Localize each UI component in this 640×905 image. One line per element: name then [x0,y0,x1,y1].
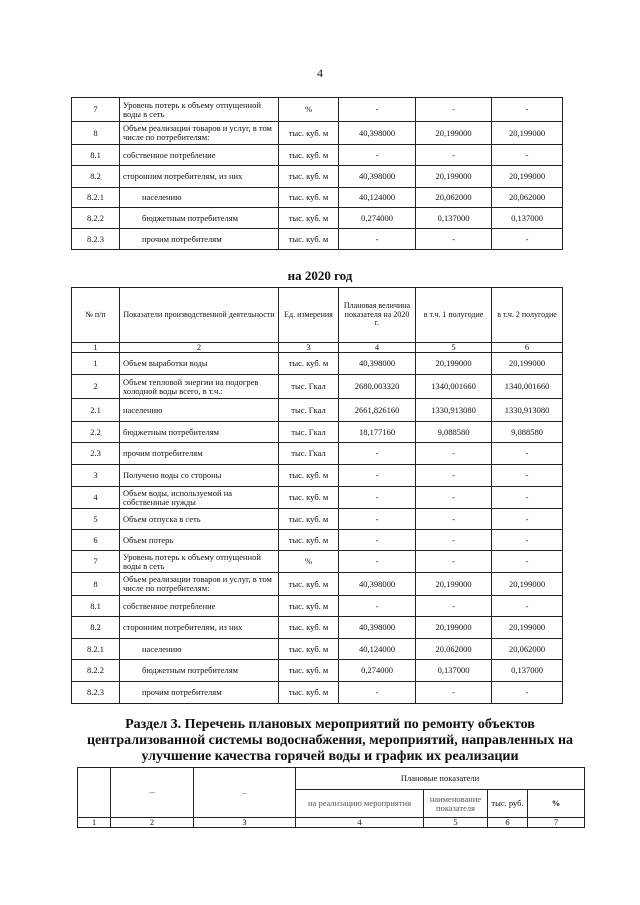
row-plan-value: - [339,530,416,551]
row-indicator-name: Получено воды со стороны [120,465,279,487]
row-number: 2.2 [72,422,120,443]
row-first-half-value: - [416,229,492,250]
row-number: 8 [72,122,120,145]
row-indicator-name: Уровень потерь к объему отпущенной воды в сеть [120,98,279,122]
row-unit: тыс. куб. м [279,509,339,530]
row-number: 7 [72,98,120,122]
row-unit: тыс. куб. м [279,487,339,509]
row-second-half-value: - [492,487,563,509]
row-second-half-value: - [492,509,563,530]
col2-header: -- [111,768,194,818]
row-plan-value: 40,398000 [339,573,416,596]
row-indicator-name: собственное потребление [120,145,279,166]
row-unit: тыс. куб. м [279,639,339,660]
table-row [72,229,563,250]
column-number: 3 [194,818,296,828]
row-plan-value: - [339,443,416,465]
row-plan-value: 40,124000 [339,639,416,660]
row-number: 8.2 [72,166,120,188]
col5-header: наименование показателя [424,790,488,818]
header-h1: в т.ч. 1 полугодие [416,288,492,343]
col6-header: тыс. руб. [488,790,528,818]
row-unit: тыс. куб. м [279,682,339,704]
row-first-half-value: 20,062000 [416,639,492,660]
table-row [72,208,563,229]
row-unit: тыс. куб. м [279,166,339,188]
row-indicator-name: сторонним потребителям, из них [120,166,279,188]
row-second-half-value: 0,137000 [492,660,563,682]
row-second-half-value: 20,199000 [492,166,563,188]
row-number: 8 [72,573,120,596]
row-second-half-value: 9,088580 [492,422,563,443]
row-plan-value: 2680,003320 [339,375,416,399]
row-number: 2 [72,375,120,399]
row-indicator-name: Объем реализации товаров и услуг, в том числе по потребителям: [120,122,279,145]
row-indicator-name: населению [120,639,279,660]
row-unit: тыс. куб. м [279,660,339,682]
row-number: 8.2.2 [72,660,120,682]
row-first-half-value: 20,062000 [416,188,492,208]
row-indicator-name: населению [120,399,279,422]
row-indicator-name: населению [120,188,279,208]
table-row [72,660,563,682]
header-h2: в т.ч. 2 полугодие [492,288,563,343]
row-first-half-value: - [416,98,492,122]
column-number: 5 [424,818,488,828]
table-row [72,639,563,660]
production-table-2020 [71,287,563,704]
row-number: 8.2.3 [72,682,120,704]
row-plan-value: - [339,596,416,617]
column-number: 1 [78,818,111,828]
production-table-continued [71,97,563,250]
header-plan: Плановая величина показателя на 2020 г. [339,288,416,343]
row-first-half-value: 20,199000 [416,353,492,375]
row-unit: тыс. куб. м [279,596,339,617]
row-indicator-name: бюджетным потребителям [120,208,279,229]
row-indicator-name: Объем тепловой энергии на подогрев холодной воды всего, в т.ч.: [120,375,279,399]
row-second-half-value: 20,199000 [492,353,563,375]
section-3-title: Раздел 3. Перечень плановых мероприятий по ремонту объектов централизованной системы водоснабжения, мероприятий, направленных на улучшение качества горячей воды и график их реализации [86,717,574,764]
row-second-half-value: 20,062000 [492,188,563,208]
row-unit: % [279,551,339,573]
row-second-half-value: - [492,98,563,122]
row-second-half-value: - [492,229,563,250]
row-first-half-value: - [416,443,492,465]
row-unit: тыс. куб. м [279,229,339,250]
row-second-half-value: 1340,001660 [492,375,563,399]
table-row [72,509,563,530]
col1-header [78,768,111,818]
table-row [72,145,563,166]
table-row [72,682,563,704]
row-number: 8.1 [72,596,120,617]
row-unit: тыс. куб. м [279,145,339,166]
row-plan-value: 2661,826160 [339,399,416,422]
row-first-half-value: - [416,551,492,573]
row-plan-value: 0,274000 [339,208,416,229]
row-indicator-name: прочим потребителям [120,229,279,250]
row-number: 5 [72,509,120,530]
table-row [72,487,563,509]
row-indicator-name: Объем выработки воды [120,353,279,375]
row-first-half-value: 1340,001660 [416,375,492,399]
header-num: № п/п [72,288,120,343]
row-indicator-name: прочим потребителям [120,443,279,465]
row-number: 6 [72,530,120,551]
row-plan-value: 40,398000 [339,353,416,375]
column-number: 4 [296,818,424,828]
row-plan-value: 40,398000 [339,122,416,145]
table-row [72,422,563,443]
row-second-half-value: 20,199000 [492,122,563,145]
row-first-half-value: - [416,682,492,704]
row-plan-value: - [339,509,416,530]
row-number: 7 [72,551,120,573]
row-indicator-name: Объем потерь [120,530,279,551]
row-unit: тыс. куб. м [279,208,339,229]
row-unit: тыс. куб. м [279,465,339,487]
table-row [72,188,563,208]
table-row [72,122,563,145]
row-first-half-value: - [416,465,492,487]
table-row [72,98,563,122]
row-plan-value: - [339,465,416,487]
row-first-half-value: - [416,145,492,166]
row-second-half-value: - [492,530,563,551]
table-row [72,443,563,465]
row-number: 8.2.1 [72,639,120,660]
row-second-half-value: - [492,682,563,704]
repair-measures-table [77,767,585,828]
column-number: 5 [416,343,492,353]
row-indicator-name: собственное потребление [120,596,279,617]
row-number: 8.2 [72,617,120,639]
column-number: 1 [72,343,120,353]
row-first-half-value: - [416,530,492,551]
row-second-half-value: 0,137000 [492,208,563,229]
row-first-half-value: 9,088580 [416,422,492,443]
row-indicator-name: прочим потребителям [120,682,279,704]
table-row [72,573,563,596]
row-first-half-value: - [416,487,492,509]
year-subtitle: на 2020 год [287,268,353,283]
row-second-half-value: 20,199000 [492,573,563,596]
row-second-half-value: 20,199000 [492,617,563,639]
column-number: 4 [339,343,416,353]
row-number: 8.1 [72,145,120,166]
row-unit: тыс. куб. м [279,122,339,145]
row-unit: тыс. куб. м [279,573,339,596]
row-indicator-name: Объем реализации товаров и услуг, в том числе по потребителям: [120,573,279,596]
row-first-half-value: 20,199000 [416,573,492,596]
table-row [72,465,563,487]
column-number: 2 [120,343,279,353]
row-plan-value: - [339,551,416,573]
plan-indicators-header: Плановые показатели [296,768,585,790]
table-row [72,375,563,399]
row-second-half-value: - [492,145,563,166]
row-second-half-value: - [492,465,563,487]
row-indicator-name: бюджетным потребителям [120,422,279,443]
row-plan-value: 40,398000 [339,617,416,639]
row-plan-value: - [339,98,416,122]
row-number: 1 [72,353,120,375]
row-second-half-value: - [492,596,563,617]
header-unit: Ед. измерения [279,288,339,343]
row-first-half-value: 20,199000 [416,122,492,145]
row-second-half-value: 1330,913080 [492,399,563,422]
column-number: 2 [111,818,194,828]
row-unit: тыс. Гкал [279,422,339,443]
row-number: 3 [72,465,120,487]
col4-header: на реализацию мероприятия [296,790,424,818]
row-plan-value: - [339,682,416,704]
row-plan-value: 40,398000 [339,166,416,188]
row-first-half-value: 20,199000 [416,617,492,639]
row-plan-value: 0,274000 [339,660,416,682]
table-row [72,353,563,375]
row-plan-value: 18,177160 [339,422,416,443]
row-unit: тыс. Гкал [279,443,339,465]
row-first-half-value: 1330,913080 [416,399,492,422]
row-first-half-value: 0,137000 [416,208,492,229]
row-unit: тыс. куб. м [279,353,339,375]
row-first-half-value: 0,137000 [416,660,492,682]
row-number: 8.2.2 [72,208,120,229]
table-row [72,166,563,188]
col3-header: – [194,768,296,818]
column-number-row [72,343,563,353]
row-indicator-name: Объем воды, используемой на собственные нужды [120,487,279,509]
table-row [72,551,563,573]
row-first-half-value: 20,199000 [416,166,492,188]
row-plan-value: - [339,229,416,250]
table-row [72,617,563,639]
row-number: 2.3 [72,443,120,465]
column-number: 7 [528,818,585,828]
row-plan-value: 40,124000 [339,188,416,208]
row-unit: тыс. куб. м [279,617,339,639]
table-row [72,596,563,617]
row-indicator-name: сторонним потребителям, из них [120,617,279,639]
row-indicator-name: Уровень потерь к объему отпущенной воды в сеть [120,551,279,573]
table-row [72,530,563,551]
row-second-half-value: - [492,551,563,573]
header-name: Показатели производственной деятельности [120,288,279,343]
row-number: 4 [72,487,120,509]
table-row [72,399,563,422]
column-number: 6 [488,818,528,828]
row-plan-value: - [339,145,416,166]
page-number: 4 [317,66,323,80]
row-unit: тыс. куб. м [279,188,339,208]
row-second-half-value: - [492,443,563,465]
column-number: 3 [279,343,339,353]
row-indicator-name: Объем отпуска в сеть [120,509,279,530]
row-indicator-name: бюджетным потребителям [120,660,279,682]
col7-header: % [528,790,585,818]
row-number: 2.1 [72,399,120,422]
row-second-half-value: 20,062000 [492,639,563,660]
row-number: 8.2.1 [72,188,120,208]
row-unit: % [279,98,339,122]
row-first-half-value: - [416,509,492,530]
row-number: 8.2.3 [72,229,120,250]
row-plan-value: - [339,487,416,509]
row-unit: тыс. Гкал [279,399,339,422]
row-unit: тыс. куб. м [279,530,339,551]
row-unit: тыс. Гкал [279,375,339,399]
column-number: 6 [492,343,563,353]
row-first-half-value: - [416,596,492,617]
